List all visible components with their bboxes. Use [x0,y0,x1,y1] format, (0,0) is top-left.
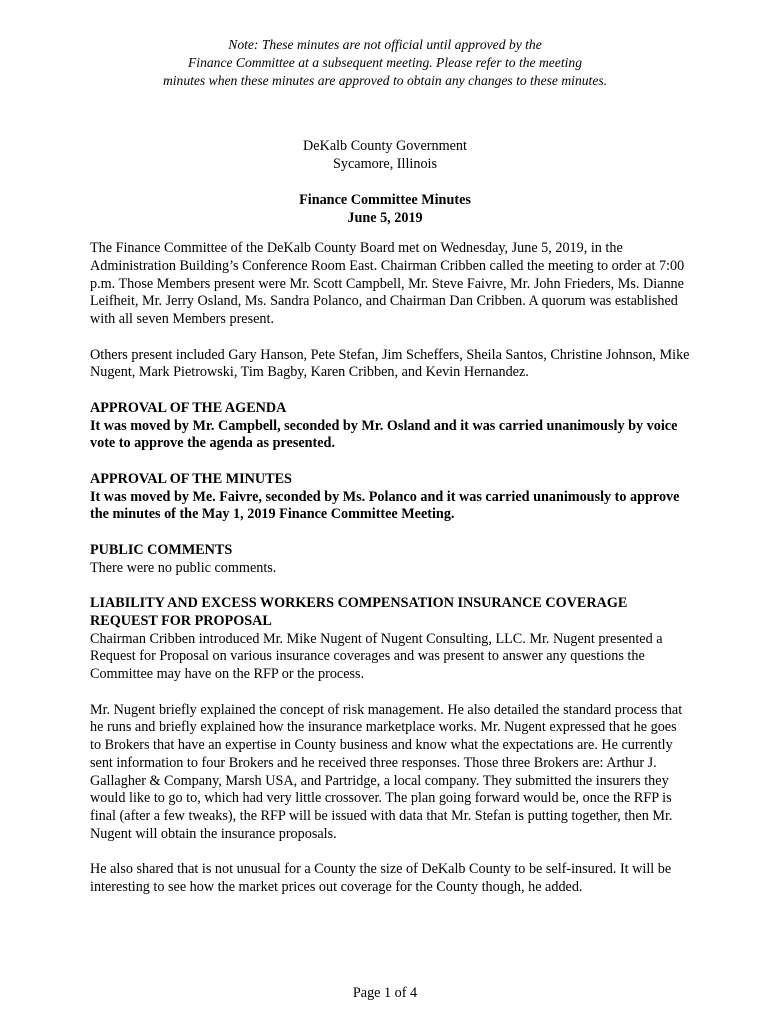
organization-name: DeKalb County Government [303,138,467,154]
document-title: Finance Committee Minutes [299,192,471,208]
note-line: minutes when these minutes are approved to obtain any changes to these minutes. [162,73,608,88]
agenda-section [90,400,690,453]
public-comments-section [90,542,690,578]
liability-section [90,595,690,684]
agenda-motion: It was moved by Mr. Campbell, seconded by Mr. Osland and it was carried unanimously by voice vote to approve the agenda as presented. [90,417,678,452]
note-line: Note: These minutes are not official until approved by the [228,37,542,52]
public-comments-text: There were no public comments. [90,559,277,576]
others-present-paragraph: Others present included Gary Hanson, Pete Stefan, Jim Scheffers, Sheila Santos, Christine Johnson, Mike Nugent, Mark Pietrowski, Tim Bagby, Karen Cribben, and Kevin Hernandez. [90,346,690,381]
document-title-block [90,191,680,227]
agenda-heading: APPROVAL OF THE AGENDA [90,399,287,416]
approval-note [90,36,680,90]
page-number: Page 1 of 4 [352,985,418,1001]
meeting-date: June 5, 2019 [347,210,423,226]
minutes-heading: APPROVAL OF THE MINUTES [90,470,292,487]
liability-heading: LIABILITY AND EXCESS WORKERS COMPENSATION INSURANCE COVERAGE REQUEST FOR PROPOSAL [90,594,628,629]
intro-paragraph: The Finance Committee of the DeKalb County Board met on Wednesday, June 5, 2019, in the Administration Building’s Conference Room East. Chairman Cribben called the meeting to order at 7:00 p.m. Those Members present were Mr. Scott Campbell, Mr. Steve Faivre, Mr. John Frieders, Ms. Dianne Leifheit, Mr. Jerry Osland, Ms. Sandra Polanco, and Chairman Dan Cribben. A quorum was established with all seven Members present. [90,240,685,328]
public-comments-heading: PUBLIC COMMENTS [90,541,233,558]
self-insured-paragraph: He also shared that is not unusual for a County the size of DeKalb County to be self-insured. It will be interesting to see how the market prices out coverage for the County though, he added. [90,861,672,896]
liability-text: Chairman Cribben introduced Mr. Mike Nugent of Nugent Consulting, LLC. Mr. Nugent presented a Request for Proposal on various insurance coverages and was present to answer any questions the Committee may have on the RFP or the process. [90,630,663,683]
minutes-section [90,471,690,524]
organization-block [90,137,680,173]
minutes-motion: It was moved by Me. Faivre, seconded by Ms. Polanco and it was carried unanimously to approve the minutes of the May 1, 2019 Finance Committee Meeting. [90,488,680,523]
note-line: Finance Committee at a subsequent meeting. Please refer to the meeting [188,55,582,70]
minutes-body [90,240,690,915]
risk-management-paragraph: Mr. Nugent briefly explained the concept of risk management. He also detailed the standard process that he runs and briefly explained how the insurance marketplace works. Mr. Nugent expressed that he goes to Brokers that have an expertise in County business and know what the expectations are. He currently sent information to four Brokers and he received three responses. Those three Brokers are: Arthur J. Gallagher & Company, Marsh USA, and Partridge, a local company. They submitted the insurers they would like to go to, which had very little crossover. The plan going forward would be, once the RFP is final (after a few tweaks), the RFP will be issued with data that Mr. Stefan is putting together, then Mr. Nugent will obtain the insurance proposals. [90,701,683,843]
organization-location: Sycamore, Illinois [332,156,438,172]
